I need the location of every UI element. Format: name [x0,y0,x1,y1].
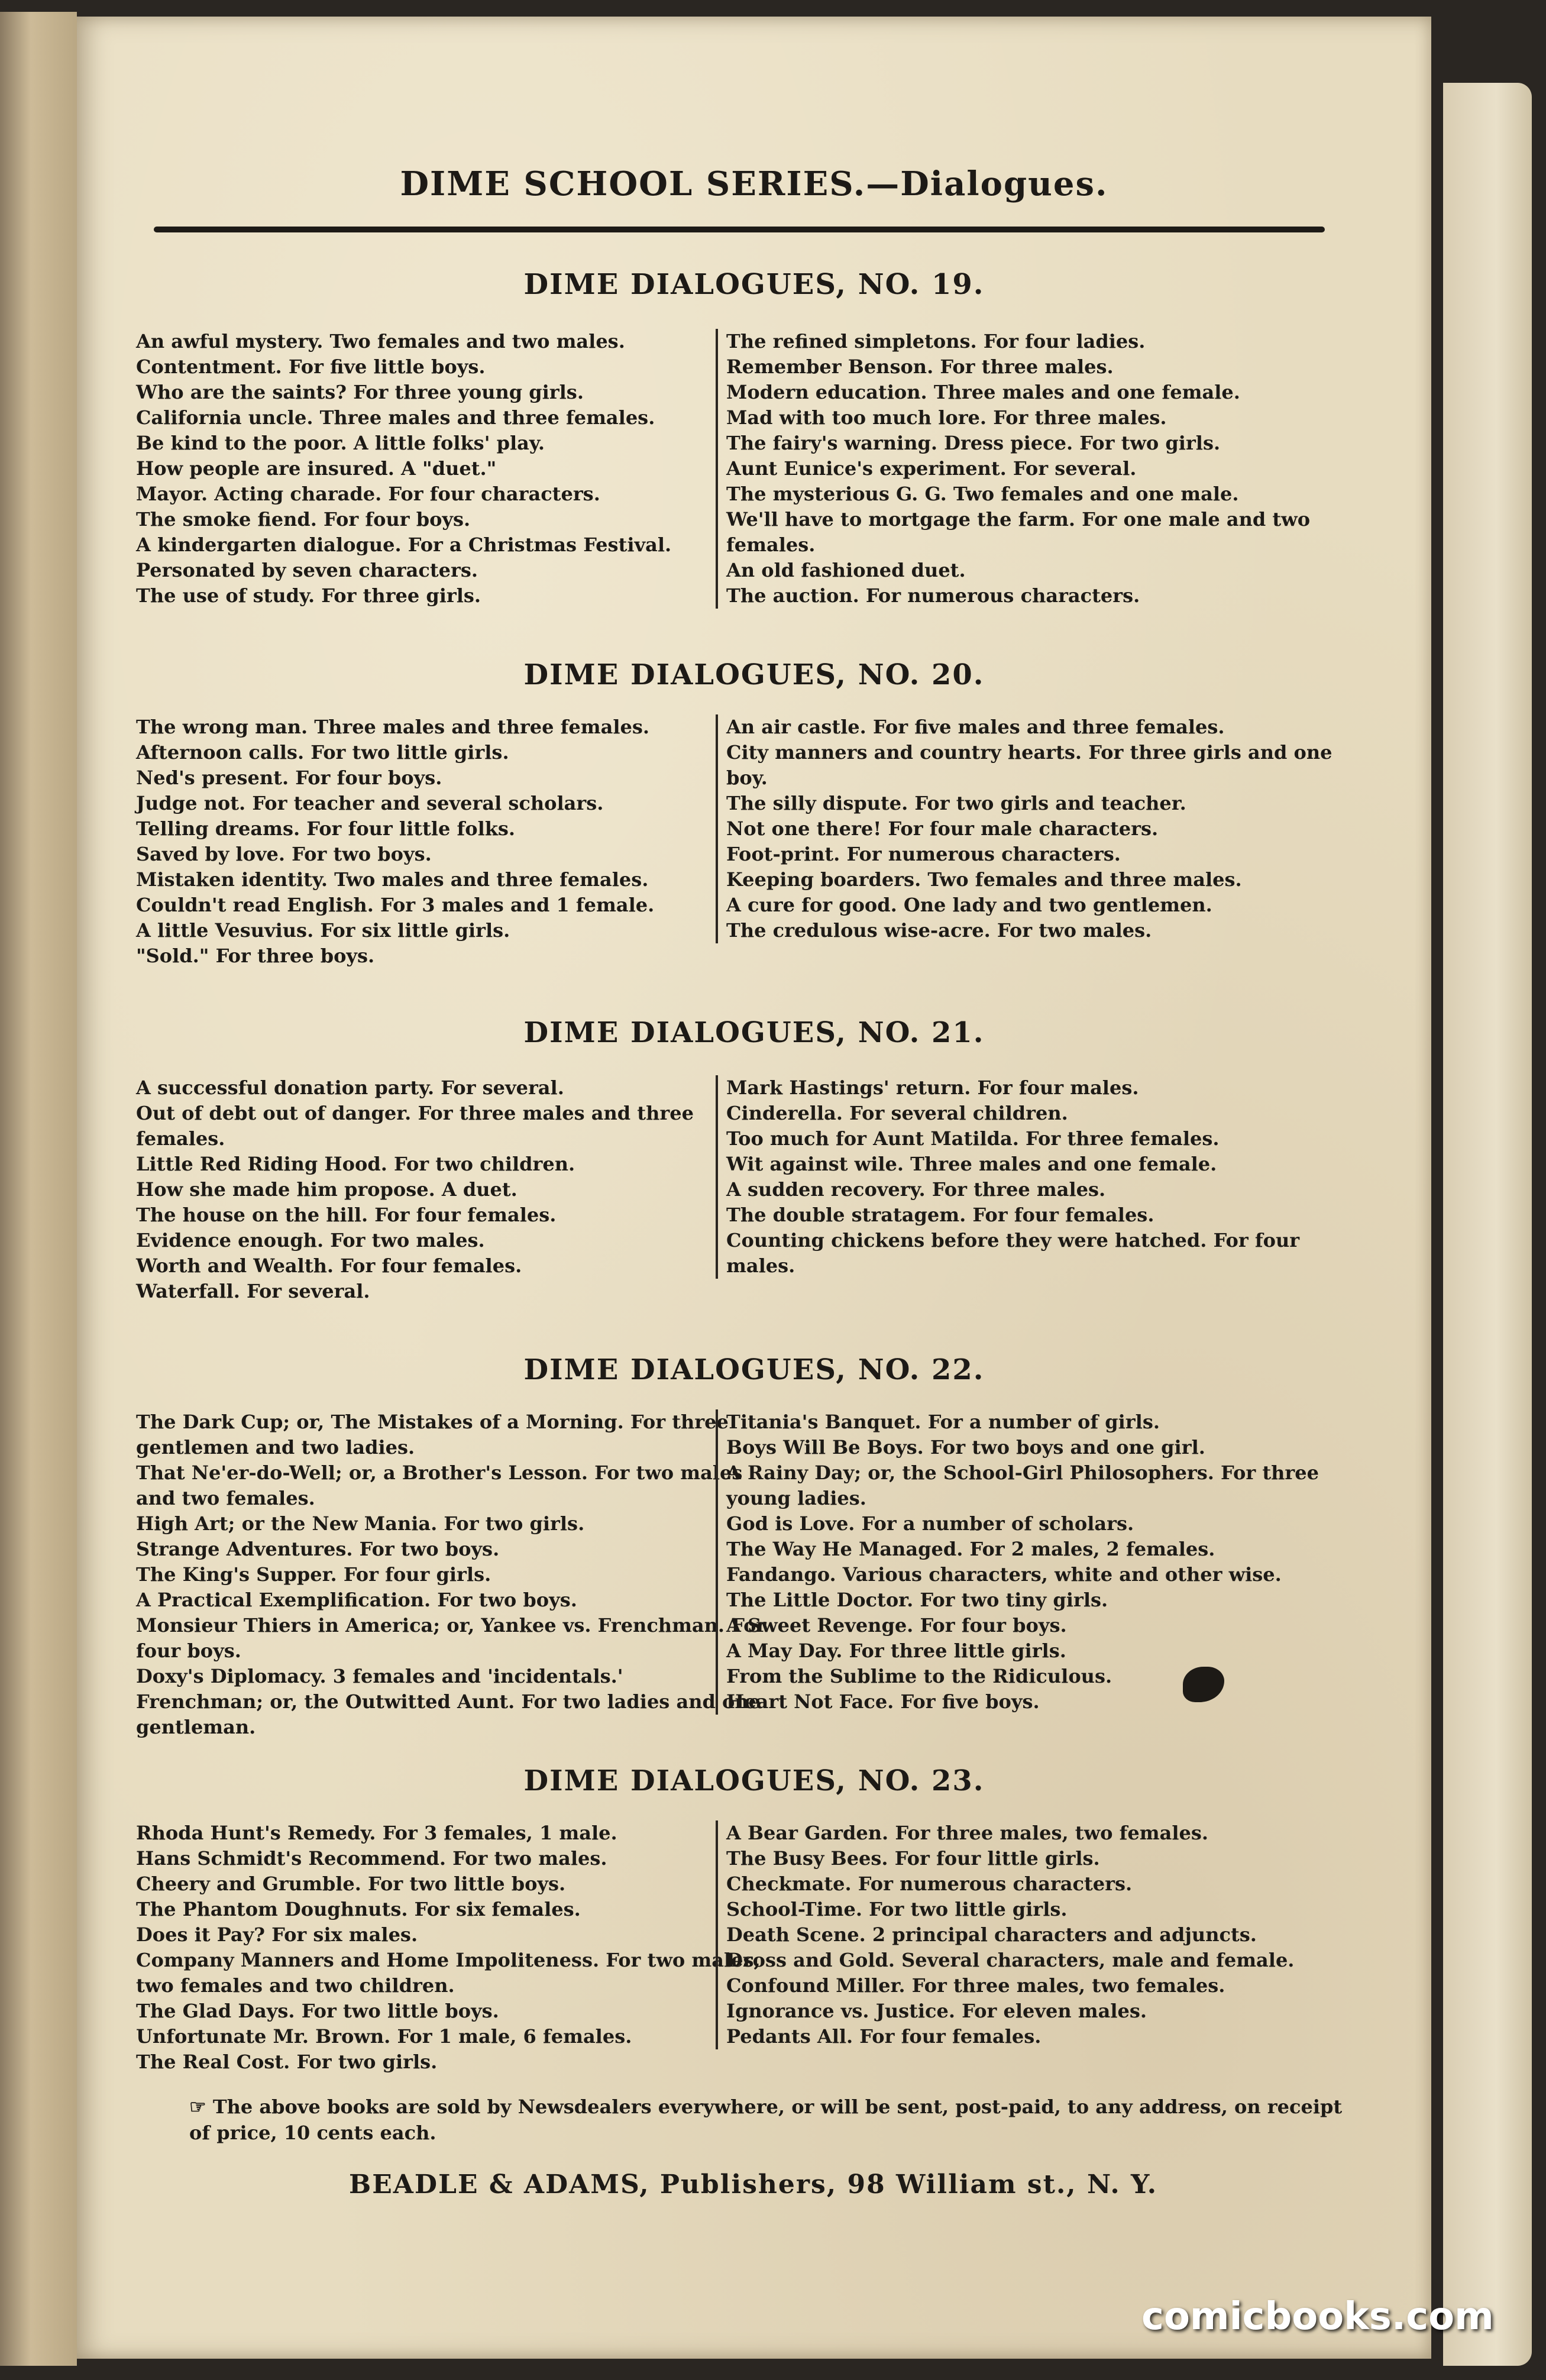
list-item: Remember Benson. For three males. [726,355,1114,378]
list-item: California uncle. Three males and three females. [136,406,655,429]
back-page-edge [1443,83,1532,2366]
list-item: Cheery and Grumble. For two little boys. [136,1873,566,1895]
list-item: Saved by love. For two boys. [136,843,432,865]
list-item: Doxy's Diplomacy. 3 females and 'incidentals.' [136,1665,623,1687]
list-item: The double stratagem. For four females. [726,1204,1154,1226]
list-item: A sudden recovery. For three males. [726,1178,1106,1201]
list-item: Dross and Gold. Several characters, male and female. [726,1949,1295,1971]
list-item: The Real Cost. For two girls. [136,2051,438,2073]
list-item: Worth and Wealth. For four females. [136,1254,522,1277]
list-item: How people are insured. A "duet." [136,457,497,480]
list-item: How she made him propose. A duet. [136,1178,518,1201]
list-item: School-Time. For two little girls. [726,1898,1068,1920]
section-title-19: DIME DIALOGUES, NO. 19. [523,268,985,301]
list-item: Mayor. Acting charade. For four characters. [136,483,600,505]
list-item: The Glad Days. For two little boys. [136,2000,499,2022]
list-item: Unfortunate Mr. Brown. For 1 male, 6 females. [136,2025,632,2048]
list-item: Heart Not Face. For five boys. [726,1690,1040,1713]
section-21-left-column [136,1075,769,1304]
list-item: The mysterious G. G. Two females and one male. [726,483,1239,505]
list-item: A cure for good. One lady and two gentlemen. [726,894,1212,916]
list-item: Does it Pay? For six males. [136,1923,418,1946]
section-20-right-column [716,714,1365,943]
list-item: The Phantom Doughnuts. For six females. [136,1898,581,1920]
section-22-left-column [136,1409,769,1740]
series-header: DIME SCHOOL SERIES.—Dialogues. [400,164,1108,203]
section-title-20: DIME DIALOGUES, NO. 20. [523,658,985,691]
list-item: Confound Miller. For three males, two females. [726,1974,1225,1997]
list-item: Pedants All. For four females. [726,2025,1042,2048]
list-item: Cinderella. For several children. [726,1102,1068,1124]
list-item: Death Scene. 2 principal characters and adjuncts. [726,1923,1257,1946]
list-item: The Little Doctor. For two tiny girls. [726,1589,1108,1611]
list-item: Evidence enough. For two males. [136,1229,485,1252]
list-item: The auction. For numerous characters. [726,584,1140,607]
list-item: A Rainy Day; or, the School-Girl Philosophers. For three young ladies. [726,1461,1319,1509]
list-item: We'll have to mortgage the farm. For one male and two females. [726,508,1311,556]
section-23-left-column [136,1820,769,2075]
list-item: Judge not. For teacher and several scholars. [136,792,604,814]
list-item: Who are the saints? For three young girls. [136,381,584,403]
list-item: Be kind to the poor. A little folks' play. [136,432,545,454]
list-item: Waterfall. For several. [136,1280,370,1302]
list-item: Checkmate. For numerous characters. [726,1873,1133,1895]
list-item: That Ne'er-do-Well; or, a Brother's Lesson. For two males and two females. [136,1461,743,1509]
list-item: Frenchman; or, the Outwitted Aunt. For two ladies and one gentleman. [136,1690,761,1738]
list-item: Company Manners and Home Impoliteness. For two males, two females and two children. [136,1949,761,1997]
list-item: A Practical Exemplification. For two boys. [136,1589,577,1611]
section-20-left-column [136,714,769,969]
list-item: The house on the hill. For four females. [136,1204,557,1226]
list-item: Couldn't read English. For 3 males and 1 female. [136,894,655,916]
section-title-23: DIME DIALOGUES, NO. 23. [523,1764,985,1797]
list-item: Mistaken identity. Two males and three females. [136,868,649,891]
section-title-21: DIME DIALOGUES, NO. 21. [523,1016,985,1049]
footer-note: ☞ The above books are sold by Newsdealers everywhere, or will be sent, post-paid, to any address, on receipt of price, 10 cents each. [189,2096,1343,2144]
list-item: God is Love. For a number of scholars. [726,1512,1134,1535]
list-item: "Sold." For three boys. [136,945,375,967]
list-item: Not one there! For four male characters. [726,817,1159,840]
list-item: A Sweet Revenge. For four boys. [726,1614,1067,1637]
list-item: A May Day. For three little girls. [726,1640,1066,1662]
list-item: Telling dreams. For four little folks. [136,817,516,840]
list-item: A Bear Garden. For three males, two females. [726,1822,1208,1844]
list-item: Wit against wile. Three males and one female. [726,1153,1217,1175]
facing-page-edge [0,12,77,2366]
list-item: A kindergarten dialogue. For a Christmas Festival. Personated by seven characters. [136,533,672,581]
list-item: Afternoon calls. For two little girls. [136,741,509,764]
list-item: Foot-print. For numerous characters. [726,843,1121,865]
watermark: comicbooks.com [1141,2295,1494,2339]
list-item: An awful mystery. Two females and two males. [136,330,625,353]
list-item: An old fashioned duet. [726,559,966,581]
list-item: Mad with too much lore. For three males. [726,406,1167,429]
list-item: Too much for Aunt Matilda. For three females. [726,1127,1220,1150]
section-21-right-column [716,1075,1365,1279]
list-item: Counting chickens before they were hatched. For four males. [726,1229,1300,1277]
list-item: An air castle. For five males and three females. [726,716,1225,738]
list-item: High Art; or the New Mania. For two girls. [136,1512,585,1535]
list-item: From the Sublime to the Ridiculous. [726,1665,1112,1687]
list-item: Monsieur Thiers in America; or, Yankee vs. Frenchman. For four boys. [136,1614,766,1662]
list-item: The Way He Managed. For 2 males, 2 females. [726,1538,1215,1560]
list-item: Titania's Banquet. For a number of girls. [726,1411,1160,1433]
section-22-right-column [716,1409,1365,1715]
list-item: The Busy Bees. For four little girls. [726,1847,1100,1870]
list-item: Strange Adventures. For two boys. [136,1538,500,1560]
list-item: Hans Schmidt's Recommend. For two males. [136,1847,607,1870]
list-item: A successful donation party. For several. [136,1076,564,1099]
list-item: City manners and country hearts. For three girls and one boy. [726,741,1332,789]
list-item: Modern education. Three males and one female. [726,381,1240,403]
book-page [77,17,1431,2359]
list-item: Contentment. For five little boys. [136,355,486,378]
list-item: The Dark Cup; or, The Mistakes of a Morning. For three gentlemen and two ladies. [136,1411,729,1459]
list-item: Keeping boarders. Two females and three males. [726,868,1242,891]
list-item: Aunt Eunice's experiment. For several. [726,457,1137,480]
section-23-right-column [716,1820,1365,2049]
list-item: Rhoda Hunt's Remedy. For 3 females, 1 male. [136,1822,617,1844]
list-item: The wrong man. Three males and three females. [136,716,649,738]
list-item: The use of study. For three girls. [136,584,481,607]
header-rule [154,227,1325,232]
list-item: The refined simpletons. For four ladies. [726,330,1146,353]
list-item: The credulous wise-acre. For two males. [726,919,1152,942]
list-item: The smoke fiend. For four boys. [136,508,471,531]
list-item: Ignorance vs. Justice. For eleven males. [726,2000,1147,2022]
list-item: The fairy's warning. Dress piece. For two girls. [726,432,1221,454]
section-title-22: DIME DIALOGUES, NO. 22. [523,1353,985,1386]
list-item: Boys Will Be Boys. For two boys and one girl. [726,1436,1205,1459]
list-item: A little Vesuvius. For six little girls. [136,919,510,942]
list-item: Ned's present. For four boys. [136,767,442,789]
section-19-left-column [136,329,769,609]
section-19-right-column [716,329,1365,609]
list-item: Little Red Riding Hood. For two children. [136,1153,575,1175]
publisher-imprint: BEADLE & ADAMS, Publishers, 98 William st., N. Y. [349,2169,1158,2200]
list-item: Mark Hastings' return. For four males. [726,1076,1139,1099]
list-item: Fandango. Various characters, white and other wise. [726,1563,1282,1586]
list-item: The King's Supper. For four girls. [136,1563,491,1586]
list-item: Out of debt out of danger. For three males and three females. [136,1102,694,1150]
list-item: The silly dispute. For two girls and teacher. [726,792,1186,814]
